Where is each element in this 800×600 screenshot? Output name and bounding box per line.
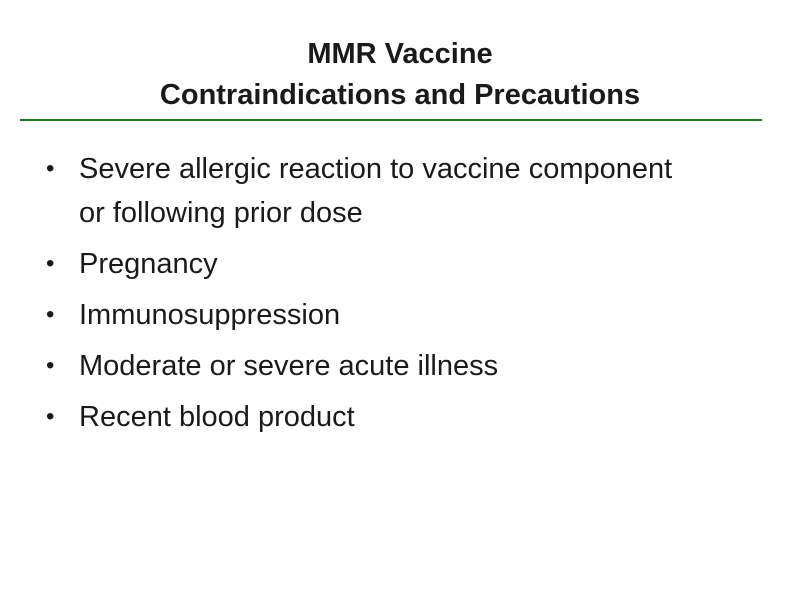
bullet-item-blood-product bbox=[0, 395, 800, 439]
bullet-text: Pregnancy bbox=[79, 248, 218, 280]
bullet-item-pregnancy bbox=[0, 242, 800, 286]
bullet-item-acute-illness bbox=[0, 344, 800, 388]
bullet-icon: • bbox=[46, 155, 55, 182]
bullet-icon: • bbox=[46, 403, 55, 430]
bullet-icon: • bbox=[46, 301, 55, 328]
bullet-text: Immunosuppression bbox=[79, 299, 341, 331]
bullet-item-immunosuppression bbox=[0, 293, 800, 337]
bullet-text: Recent blood product bbox=[79, 401, 355, 433]
bullet-item-allergic-reaction bbox=[0, 147, 800, 235]
title-divider bbox=[20, 119, 762, 121]
slide-title bbox=[0, 34, 800, 116]
bullet-text: Severe allergic reaction to vaccine component or following prior dose bbox=[79, 153, 673, 229]
bullet-icon: • bbox=[46, 352, 55, 379]
bullet-text: Moderate or severe acute illness bbox=[79, 350, 499, 382]
bullet-icon: • bbox=[46, 250, 55, 277]
title-line-1: MMR Vaccine bbox=[307, 38, 493, 70]
title-line-2: Contraindications and Precautions bbox=[159, 79, 641, 111]
bullet-list bbox=[0, 147, 800, 446]
